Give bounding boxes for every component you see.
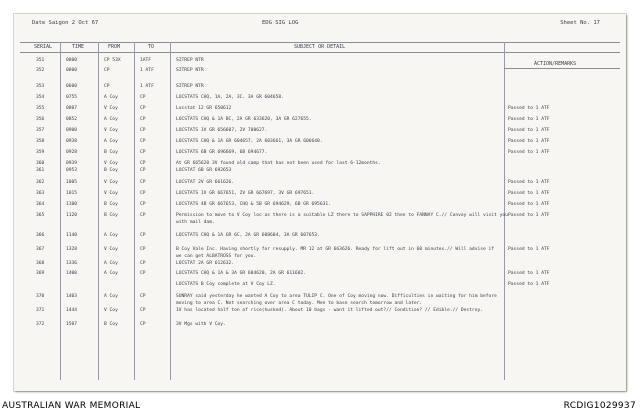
serial-cell: 369	[36, 271, 45, 276]
detail-cell: B Coy Vale Inc. Having shortly for resupply. MR 12 at GR 663626. Ready for lift out in 60 minutes.// Will advise if	[176, 247, 495, 252]
to-cell: CP	[140, 213, 146, 218]
log-row	[14, 233, 626, 243]
time-cell: 0938	[66, 139, 78, 144]
serial-cell: 363	[36, 191, 45, 196]
serial-cell: 361	[36, 168, 45, 173]
time-cell: 1336	[66, 261, 78, 266]
detail-cell: 3V Mgs with V Coy.	[176, 322, 226, 327]
sheet-date: Date Saigon 2 Oct 67	[32, 20, 99, 26]
time-cell: 1005	[66, 180, 78, 185]
detail-continuation: with mail dam.	[176, 220, 215, 225]
detail-cell: At GR 665620 3V found old camp that has not been used for last 6-12months.	[176, 161, 381, 166]
detail-cell: LOCSTATS 6B GR 696669, 6B 694677.	[176, 150, 268, 155]
time-cell: 1328	[66, 247, 78, 252]
from-cell: A Coy	[104, 117, 118, 122]
detail-cell: 1V has located half ton of rice(husked). About 10 bags - want it lifted out?// Condition? // Edible.// Destroy.	[176, 308, 483, 313]
detail-cell: SITREP NTR	[176, 58, 204, 63]
detail-cell: SUNRAY said yesterday he wanted A Coy to area TULIP C. One of Coy moving now. Difficulties in waiting for him before	[176, 294, 497, 299]
from-cell: CP	[104, 68, 110, 73]
serial-cell: 367	[36, 247, 45, 252]
from-cell: V Coy	[104, 106, 118, 111]
action-cell: Passed to 1 ATF	[508, 117, 550, 122]
action-cell: Passed to 1 ATF	[508, 139, 550, 144]
action-cell: Passed to 1 ATF	[508, 271, 550, 276]
to-cell: CP	[140, 271, 146, 276]
to-cell: 1 ATF	[140, 84, 154, 89]
log-row	[14, 150, 626, 160]
detail-cell: LOCSTATS CHQ & 1A BC, 2A GR 633620, 3A GR 627655.	[176, 117, 312, 122]
detail-cell: LOCSTATS CHQ & 1A GR 6C, 2A GR 608604, 3A GR 607653.	[176, 233, 320, 238]
detail-cell: LOCSTATS B Coy complete at V Coy LZ.	[176, 282, 276, 287]
time-cell: 0600	[66, 84, 78, 89]
log-entries	[14, 56, 626, 386]
to-cell: CP	[140, 308, 146, 313]
log-row	[14, 282, 626, 292]
time-cell: 1015	[66, 191, 78, 196]
log-row	[14, 95, 626, 105]
log-row	[14, 117, 626, 127]
col-from: FROM	[108, 44, 121, 50]
detail-cell: Permission to move to V Coy loc as there is a suitable LZ there to SAPPHIRE 02 then to FANNAY C.// Convoy will visit you	[176, 213, 508, 218]
column-headers	[14, 42, 626, 52]
time-cell: 0852	[66, 117, 78, 122]
serial-cell: 353	[36, 84, 45, 89]
detail-cell: LOCSTATS CHQ, 1A, 2A, 3C. 3A GR 604658.	[176, 95, 284, 100]
log-sheet	[14, 14, 626, 391]
time-cell: 1120	[66, 213, 78, 218]
from-cell: A Coy	[104, 139, 118, 144]
detail-continuation: moving to area C. Not searching over area C today. Men to base search tomorrow and later.	[176, 301, 423, 306]
sheet-title: EDG SIG LOG	[262, 20, 299, 26]
log-row	[14, 128, 626, 138]
time-cell: 1400	[66, 271, 78, 276]
col-time: TIME	[72, 44, 85, 50]
serial-cell: 352	[36, 68, 45, 73]
log-row	[14, 271, 626, 281]
time-cell: 0755	[66, 95, 78, 100]
action-cell: Passed to 1 ATF	[508, 282, 550, 287]
from-cell: B Coy	[104, 150, 118, 155]
time-cell: 0928	[66, 150, 78, 155]
to-cell: CP	[140, 322, 146, 327]
to-cell: CP	[140, 150, 146, 155]
to-cell: CP	[140, 202, 146, 207]
from-cell: B Coy	[104, 213, 118, 218]
from-cell: A Coy	[104, 261, 118, 266]
action-cell: Passed to 1 ATF	[508, 150, 550, 155]
log-row	[14, 261, 626, 271]
log-row	[14, 58, 626, 68]
time-cell: 1100	[66, 202, 78, 207]
from-cell: V Coy	[104, 180, 118, 185]
to-cell: CP	[140, 106, 146, 111]
to-cell: CP	[140, 191, 146, 196]
from-cell: A Coy	[104, 294, 118, 299]
time-cell: 0953	[66, 168, 78, 173]
detail-cell: LOCSTATS 1V GR 656607, 2V 700627.	[176, 128, 268, 133]
detail-cell: Locstat 12 GR 650612	[176, 106, 232, 111]
col-action: ACTION/REMARKS	[534, 61, 577, 67]
log-row	[14, 168, 626, 178]
from-cell: B Coy	[104, 322, 118, 327]
serial-cell: 357	[36, 128, 45, 133]
from-cell: V Coy	[104, 308, 118, 313]
log-row	[14, 68, 626, 78]
to-cell: CP	[140, 139, 146, 144]
serial-cell: 365	[36, 213, 45, 218]
time-cell: 1444	[66, 308, 78, 313]
time-cell: 1140	[66, 233, 78, 238]
col-to: TO	[148, 44, 155, 50]
to-cell: CP	[140, 128, 146, 133]
serial-cell: 354	[36, 95, 45, 100]
detail-cell: LOCSTATS CHQ & 1A & 3A GR 604620, 2A GR 611602.	[176, 271, 306, 276]
time-cell: 0939	[66, 161, 78, 166]
from-cell: V Coy	[104, 247, 118, 252]
from-cell: A Coy	[104, 233, 118, 238]
to-cell: 1 ATF	[140, 68, 154, 73]
serial-cell: 371	[36, 308, 45, 313]
from-cell: CP 53X	[104, 58, 121, 63]
action-cell: Passed to 1 ATF	[508, 247, 550, 252]
log-row	[14, 294, 626, 304]
detail-cell: SITREP NTR	[176, 68, 204, 73]
to-cell: CP	[140, 233, 146, 238]
serial-cell: 356	[36, 117, 45, 122]
to-cell: CP	[140, 95, 146, 100]
detail-cell: LOCSTAT 2V GR 661626.	[176, 180, 235, 185]
from-cell: V Coy	[104, 191, 118, 196]
serial-cell: 364	[36, 202, 45, 207]
from-cell: V Coy	[104, 128, 118, 133]
from-cell: V Coy	[104, 161, 118, 166]
serial-cell: 362	[36, 180, 45, 185]
to-cell: CP	[140, 261, 146, 266]
action-cell: Passed to 1 ATF	[508, 202, 550, 207]
to-cell: CP	[140, 161, 146, 166]
footer-archive: AUSTRALIAN WAR MEMORIAL	[2, 401, 141, 411]
from-cell: A Coy	[104, 271, 118, 276]
sheet-number: Sheet No. 17	[560, 20, 600, 26]
serial-cell: 358	[36, 139, 45, 144]
header-rule-bottom	[20, 52, 620, 53]
serial-cell: 355	[36, 106, 45, 111]
to-cell: CP	[140, 117, 146, 122]
col-subject: SUBJECT OR DETAIL	[294, 44, 346, 50]
log-row	[14, 202, 626, 212]
col-serial: SERIAL	[34, 44, 53, 50]
to-cell: CP	[140, 180, 146, 185]
log-row	[14, 139, 626, 149]
action-cell: Passed to 1 ATF	[508, 128, 550, 133]
log-row	[14, 180, 626, 190]
time-cell: 0800	[66, 68, 78, 73]
detail-cell: LOCSTATS 1V GR 667651, 2V GR 667697, 3V GR 697651.	[176, 191, 315, 196]
detail-cell: SITREP NTR	[176, 84, 204, 89]
serial-cell: 370	[36, 294, 45, 299]
action-cell: Passed to 1 ATF	[508, 106, 550, 111]
from-cell: B Coy	[104, 202, 118, 207]
time-cell: 0807	[66, 106, 78, 111]
log-row	[14, 213, 626, 223]
to-cell: 1ATF	[140, 58, 152, 63]
to-cell: CP	[140, 168, 146, 173]
time-cell: 0900	[66, 128, 78, 133]
from-cell: B Coy	[104, 168, 118, 173]
from-cell: CP	[104, 84, 110, 89]
footer-record-id: RCDIG1029937	[563, 401, 636, 411]
time-cell: 1403	[66, 294, 78, 299]
serial-cell: 372	[36, 322, 45, 327]
log-row	[14, 247, 626, 257]
detail-cell: LOCSTAT 2A GR 612632.	[176, 261, 235, 266]
to-cell: CP	[140, 294, 146, 299]
log-row	[14, 322, 626, 332]
action-cell: Passed to 1 ATF	[508, 213, 550, 218]
detail-cell: LOCSTATS CHQ & 1A GR 604657, 2A 603661, 3A GR 606640.	[176, 139, 323, 144]
serial-cell: 360	[36, 161, 45, 166]
log-row	[14, 106, 626, 116]
log-row	[14, 84, 626, 94]
log-row	[14, 191, 626, 201]
detail-cell: LOCSTAT 6B GR 692653	[176, 168, 232, 173]
time-cell: 1507	[66, 322, 78, 327]
serial-cell: 366	[36, 233, 45, 238]
log-row	[14, 308, 626, 318]
from-cell: A Coy	[104, 95, 118, 100]
serial-cell: 359	[36, 150, 45, 155]
action-cell: Passed to 1 ATF	[508, 191, 550, 196]
to-cell: CP	[140, 247, 146, 252]
detail-continuation: we can get ALBATROSS for you.	[176, 254, 257, 259]
serial-cell: 368	[36, 261, 45, 266]
detail-cell: LOCSTATS 4B GR 667653, CHQ & 5B GR 694629, 6B GR 695631.	[176, 202, 331, 207]
action-cell: Passed to 1 ATF	[508, 180, 550, 185]
time-cell: 0800	[66, 58, 78, 63]
serial-cell: 351	[36, 58, 45, 63]
